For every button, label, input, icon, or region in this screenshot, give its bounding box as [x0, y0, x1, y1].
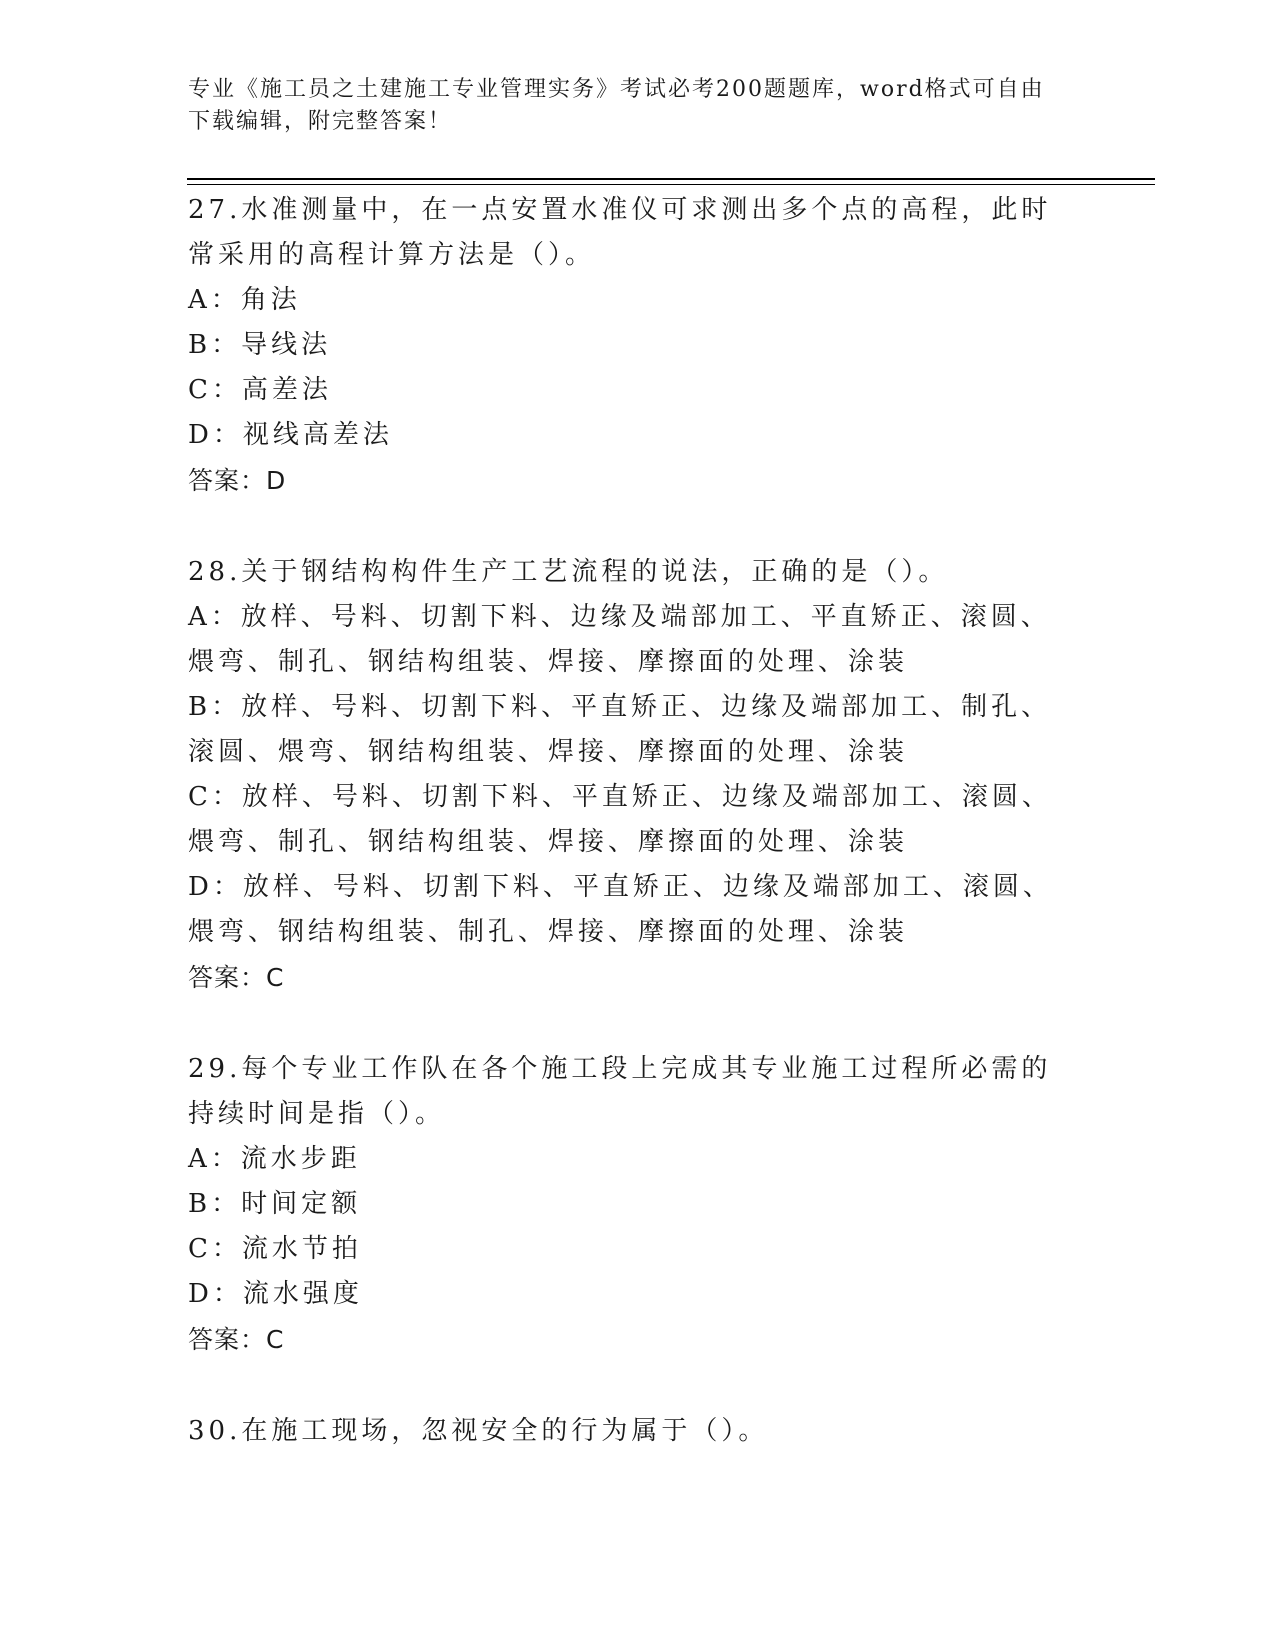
option-b: B：导线法 — [188, 330, 332, 360]
question-29 — [188, 1047, 1068, 1362]
question-list — [188, 188, 1068, 1454]
option-a: A：放样、号料、切割下料、边缘及端部加工、平直矫正、滚圆、煨弯、制孔、钢结构组装、焊接、摩擦面的处理、涂装 — [188, 602, 1051, 677]
option-a: A：流水步距 — [188, 1144, 361, 1174]
option-b: B：放样、号料、切割下料、平直矫正、边缘及端部加工、制孔、滚圆、煨弯、钢结构组装、焊接、摩擦面的处理、涂装 — [188, 692, 1052, 767]
question-text: 30.在施工现场，忽视安全的行为属于（）。 — [188, 1416, 769, 1446]
question-text: 27.水准测量中，在一点安置水准仪可求测出多个点的高程，此时常采用的高程计算方法是（）。 — [188, 195, 1052, 270]
header-line-2: 下载编辑，附完整答案！ — [188, 109, 453, 134]
question-text: 29.每个专业工作队在各个施工段上完成其专业施工过程所必需的持续时间是指（）。 — [188, 1054, 1052, 1129]
question-30 — [188, 1409, 1068, 1454]
option-c: C：流水节拍 — [188, 1234, 362, 1264]
option-d: D：放样、号料、切割下料、平直矫正、边缘及端部加工、滚圆、煨弯、钢结构组装、制孔、焊接、摩擦面的处理、涂装 — [188, 872, 1053, 947]
question-spacer — [188, 503, 1068, 550]
answer-text: 答案：D — [188, 466, 287, 495]
option-c: C：放样、号料、切割下料、平直矫正、边缘及端部加工、滚圆、煨弯、制孔、钢结构组装、焊接、摩擦面的处理、涂装 — [188, 782, 1052, 857]
header-divider — [187, 178, 1155, 185]
question-27 — [188, 188, 1068, 503]
question-spacer — [188, 1000, 1068, 1047]
question-text: 28.关于钢结构构件生产工艺流程的说法，正确的是（）。 — [188, 557, 949, 587]
document-header — [188, 74, 1068, 138]
option-b: B：时间定额 — [188, 1189, 362, 1219]
option-d: D：流水强度 — [188, 1279, 363, 1309]
option-c: C：高差法 — [188, 375, 332, 405]
option-a: A：角法 — [188, 285, 301, 315]
question-28 — [188, 550, 1068, 1000]
answer-text: 答案：C — [188, 963, 285, 992]
header-line-1: 专业《施工员之土建施工专业管理实务》考试必考200题题库，word格式可自由 — [188, 77, 1045, 102]
answer-text: 答案：C — [188, 1325, 285, 1354]
question-spacer — [188, 1362, 1068, 1409]
option-d: D：视线高差法 — [188, 420, 393, 450]
